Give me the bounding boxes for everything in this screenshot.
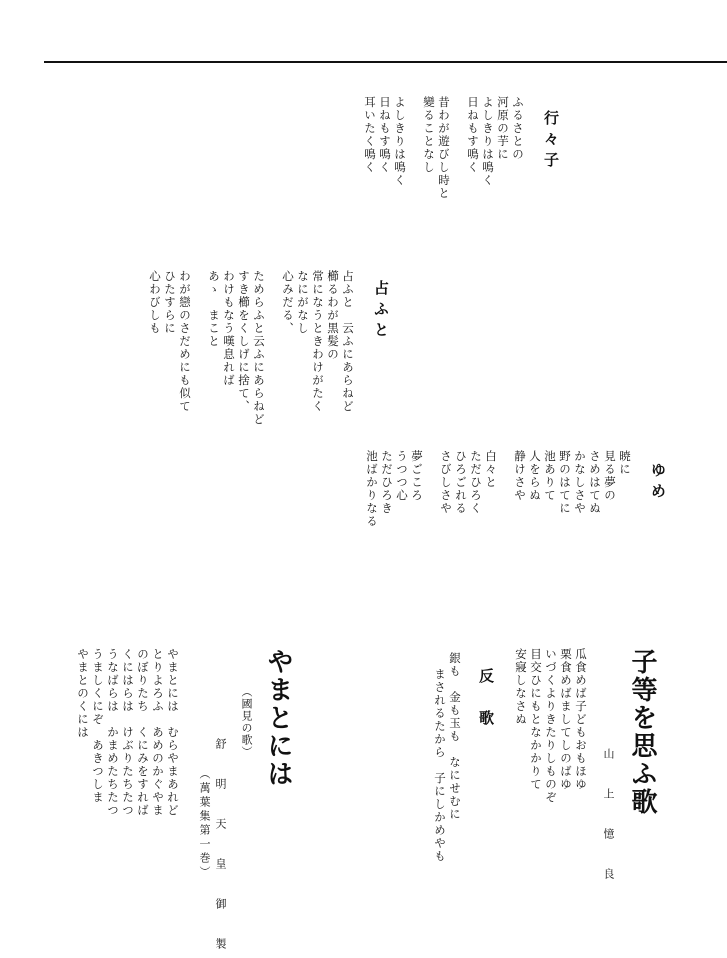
poem-kora — [432, 648, 661, 888]
poem-line: 安寢しなさぬ — [514, 648, 528, 726]
poem-line: とりよろふ あめのかぐやま — [151, 648, 165, 817]
poem-line: ふるさとの — [511, 96, 525, 161]
poem-yukiyuki — [362, 96, 562, 200]
poem-line: やまとのくには — [76, 648, 90, 739]
poem-author: 舒 明 天 皇 御 製 — [214, 738, 227, 958]
poem-line: すき櫛をくしげに捨て、 — [237, 270, 251, 413]
poem-title: 行々子 — [542, 110, 560, 173]
poem-title: 子等を思ふ歌 — [627, 648, 657, 816]
poem-uranau — [147, 270, 392, 426]
poem-line: 瓜食めば子どもおもほゆ — [574, 648, 588, 791]
poem-line: うなばらは かまめたちたつ — [106, 648, 120, 817]
hanka-title: 反 歌 — [477, 668, 495, 731]
poem-line: ひろごれる — [454, 450, 468, 515]
poem-line: まされるたから 子にしかめやも — [433, 668, 447, 863]
poem-line: 暁に — [618, 450, 632, 476]
poem-line: 野のはてに — [558, 450, 572, 515]
poem-line: 白々と — [484, 450, 498, 489]
poem-line: よしきりは鳴く — [393, 96, 407, 187]
poem-line: 常になうときわけがたく — [311, 270, 325, 413]
top-rule — [44, 61, 727, 63]
poem-line: ためらふと云ふにあらねど — [252, 270, 266, 426]
poem-line: 銀も 金も玉も なにせむに — [448, 652, 462, 821]
poem-line: ひたすらに — [163, 270, 177, 335]
poem-line: 櫛るわが黒髪の — [326, 270, 340, 361]
poem-title: ゆめ — [649, 462, 667, 504]
poem-source: （萬葉集第一巻） — [198, 768, 211, 880]
poem-line: 河原の芋に — [496, 96, 510, 161]
poem-author: 山 上 憶 良 — [602, 748, 615, 888]
poem-line: よしきりは鳴く — [481, 96, 495, 187]
poem-line: 耳いたく鳴く — [363, 96, 377, 174]
poem-line: 目交ひにもとなかかりて — [529, 648, 543, 791]
poem-line: 心みだる、 — [281, 270, 295, 335]
poem-line: かなしさや — [573, 450, 587, 515]
poem-line: 占ふと 云ふにあらねど — [341, 270, 355, 413]
poem-line: 栗食めばましてしのばゆ — [559, 648, 573, 791]
poem-yume — [364, 450, 669, 528]
poem-line: さびしさや — [439, 450, 453, 515]
poem-line: うましくにぞ あきつしま — [91, 648, 105, 804]
poem-line: 心わびしも — [148, 270, 162, 335]
poem-line: うつつ心 — [395, 450, 409, 502]
poem-line: さめはてぬ — [588, 450, 602, 515]
poem-line: わけもなう嘆息れば — [222, 270, 236, 387]
poem-line: わが戀のさだめにも似て — [178, 270, 192, 413]
poem-line: 人をらぬ — [528, 450, 542, 502]
poem-line: あゝ まこと — [207, 270, 221, 348]
poem-line: 夢ごころ — [410, 450, 424, 502]
poem-line: 池ありて — [543, 450, 557, 502]
poem-line: なにがなし — [296, 270, 310, 335]
poem-line: いづくよりきたりしものぞ — [544, 648, 558, 804]
poem-subtitle: （國見の歌） — [240, 686, 253, 758]
poem-line: 昔わが遊びし時と — [437, 96, 451, 200]
poem-line: くにはらは けぶりたちたつ — [121, 648, 135, 817]
poem-line: 池ばかりなる — [365, 450, 379, 528]
poem-line: ただひろく — [469, 450, 483, 515]
poem-line: 變ることなし — [422, 96, 436, 174]
poem-line: やまとには むらやまあれど — [166, 648, 180, 817]
poem-title: 占ふと — [372, 280, 390, 343]
poem-line: 見る夢の — [603, 450, 617, 502]
poem-line: のぼりたち くにみをすれば — [136, 648, 150, 817]
poem-line: 静けさや — [513, 450, 527, 502]
poem-line: 日ねもす鳴く — [466, 96, 480, 174]
poem-line: ただひろき — [380, 450, 394, 515]
poem-line: 日ねもす鳴く — [378, 96, 392, 174]
poem-yamato — [75, 648, 297, 958]
poem-title: やまとには — [263, 648, 293, 788]
